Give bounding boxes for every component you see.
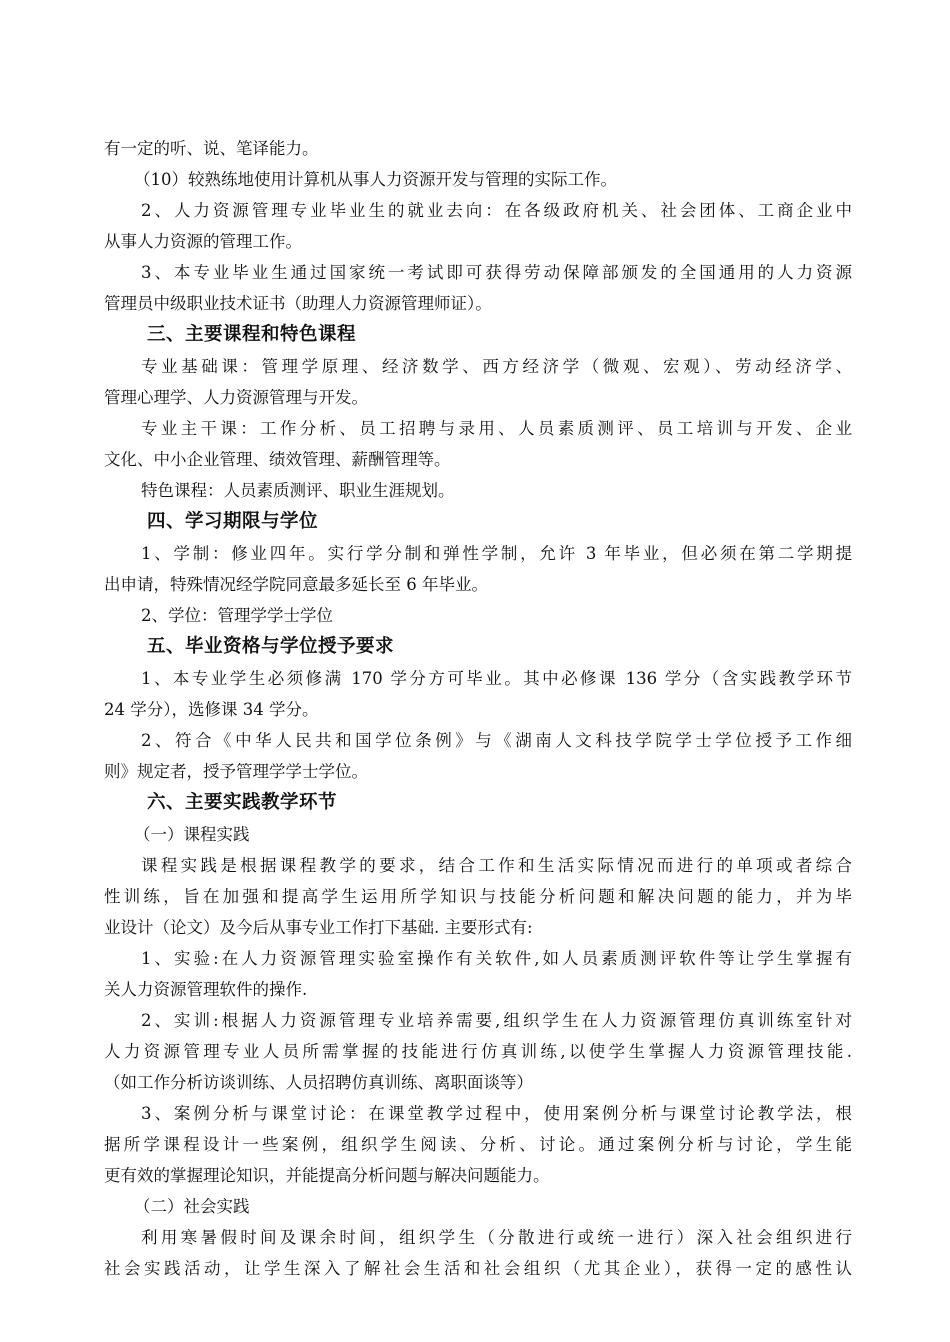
text-line: 专业主干课：工作分析、员工招聘与录用、人员素质测评、员工培训与开发、企业 <box>141 419 852 438</box>
text-line: 专业基础课：管理学原理、经济数学、西方经济学（微观、宏观）、劳动经济学、 <box>141 357 852 376</box>
text-line: 课程实践是根据课程教学的要求，结合工作和生活实际情况而进行的单项或者综合 <box>141 856 852 875</box>
text-line: 管理心理学、人力资源管理与开发。 <box>104 388 368 407</box>
text-line: 2、符合《中华人民共和国学位条例》与《湖南人文科技学院学士学位授予工作细 <box>141 731 852 750</box>
text-line: 更有效的掌握理论知识，并能提高分析问题与解决问题能力。 <box>104 1166 550 1185</box>
text-line: 出申请，特殊情况经学院同意最多延长至 6 年毕业。 <box>104 575 488 594</box>
text-line: 2、实训:根据人力资源管理专业培养需要,组织学生在人力资源管理仿真训练室针对 <box>141 1011 852 1030</box>
text-line: 据所学课程设计一些案例，组织学生阅读、分析、讨论。通过案例分析与讨论，学生能 <box>104 1135 852 1154</box>
text-line: 特色课程：人员素质测评、职业生涯规划。 <box>141 481 455 500</box>
text-line: 社会实践活动，让学生深入了解社会生活和社会组织（尤其企业），获得一定的感性认 <box>104 1259 852 1278</box>
text-line: （如工作分析访谈训练、人员招聘仿真训练、离职面谈等） <box>104 1073 533 1092</box>
text-line: 24 学分），选修课 34 学分。 <box>104 700 319 719</box>
text-line: 管理员中级职业技术证书（助理人力资源管理师证）。 <box>104 294 492 313</box>
text-line: 业设计（论文）及今后从事专业工作打下基础. 主要形式有: <box>104 918 533 937</box>
document-body <box>104 133 852 1284</box>
text-line: 有一定的听、说、笔译能力。 <box>104 139 319 158</box>
section-heading-graduation: 五、毕业资格与学位授予要求 <box>147 636 395 657</box>
text-line: 则》规定者，授予管理学学士学位。 <box>104 762 368 781</box>
text-line: 关人力资源管理软件的操作. <box>104 980 308 999</box>
text-line: 1、本专业学生必须修满 170 学分方可毕业。其中必修课 136 学分（含实践教学环节 <box>141 669 852 688</box>
text-line: 2、学位：管理学学士学位 <box>141 606 333 625</box>
text-line: 性训练，旨在加强和提高学生运用所学知识与技能分析问题和解决问题的能力，并为毕 <box>104 887 852 906</box>
text-line: 3、案例分析与课堂讨论：在课堂教学过程中，使用案例分析与课堂讨论教学法，根 <box>141 1104 852 1123</box>
section-heading-practice: 六、主要实践教学环节 <box>147 792 338 813</box>
subsection-heading-course-practice: （一）课程实践 <box>134 825 250 844</box>
section-heading-courses: 三、主要课程和特色课程 <box>147 324 357 345</box>
text-line: 文化、中小企业管理、绩效管理、薪酬管理等。 <box>104 450 451 469</box>
text-line: 人力资源管理专业人员所需掌握的技能进行仿真训练,以使学生掌握人力资源管理技能. <box>104 1042 852 1061</box>
section-heading-study-period: 四、学习期限与学位 <box>147 511 319 532</box>
text-line: 3、本专业毕业生通过国家统一考试即可获得劳动保障部颁发的全国通用的人力资源 <box>141 263 852 282</box>
text-line: 1、实验:在人力资源管理实验室操作有关软件,如人员素质测评软件等让学生掌握有 <box>141 949 852 968</box>
text-line: （10）较熟练地使用计算机从事人力资源开发与管理的实际工作。 <box>134 170 617 189</box>
subsection-heading-social-practice: （二）社会实践 <box>134 1197 250 1216</box>
text-line: 2、人力资源管理专业毕业生的就业去向：在各级政府机关、社会团体、工商企业中 <box>141 201 852 220</box>
text-line: 利用寒暑假时间及课余时间，组织学生（分散进行或统一进行）深入社会组织进行 <box>141 1228 852 1247</box>
text-line: 1、学制：修业四年。实行学分制和弹性学制，允许 3 年毕业，但必须在第二学期提 <box>141 544 852 563</box>
text-line: 从事人力资源的管理工作。 <box>104 232 302 251</box>
